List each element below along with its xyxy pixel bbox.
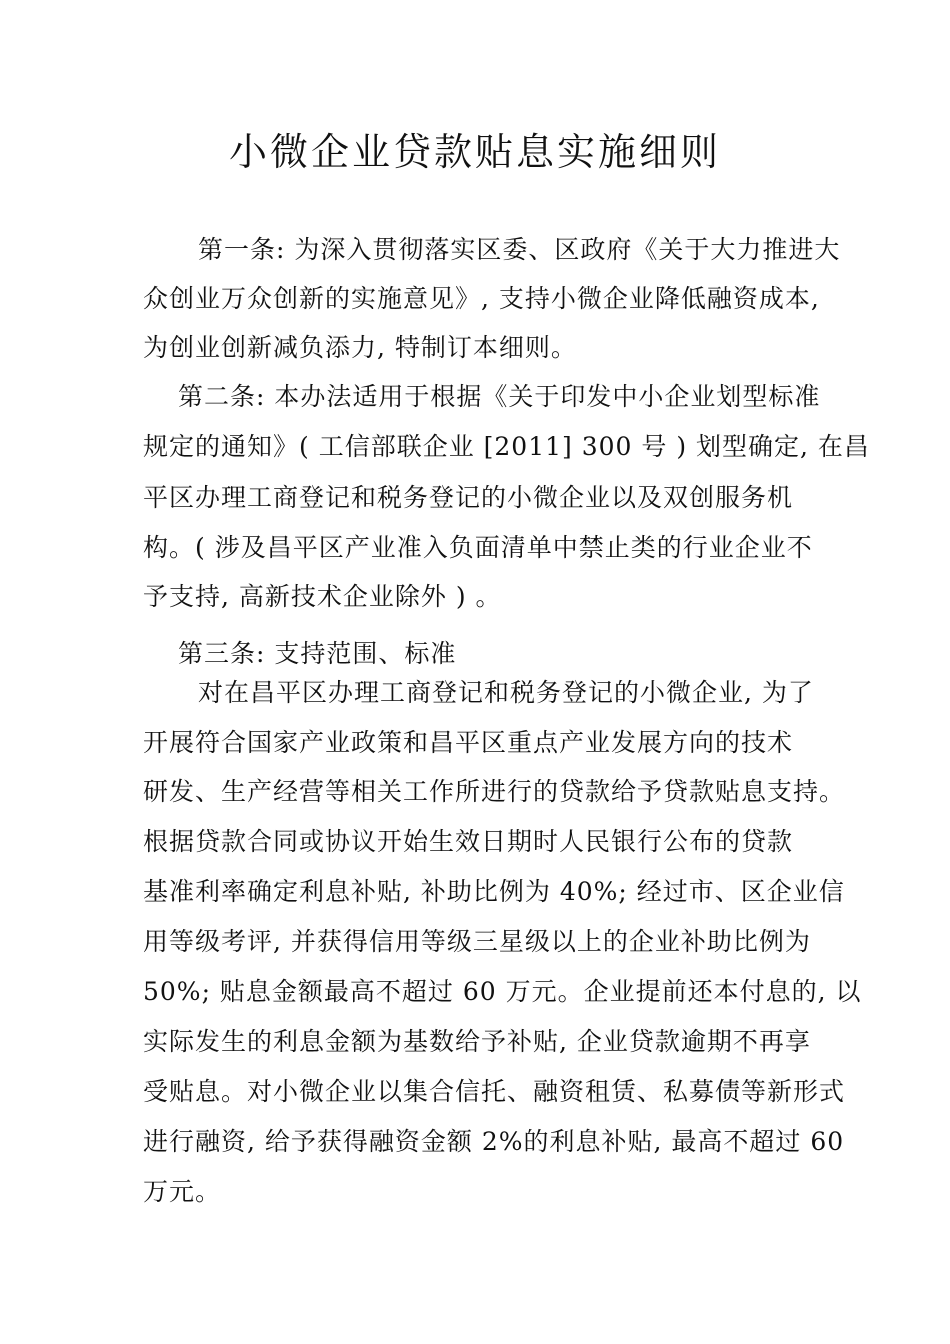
article-3-line-5: 基准利率确定利息补贴, 补助比例为 40%; 经过市、区企业信 — [143, 877, 845, 906]
article-3-heading: 第三条: 支持范围、标准 — [178, 639, 457, 668]
article-3-line-7: 50%; 贴息金额最高不超过 60 万元。企业提前还本付息的, 以 — [143, 977, 862, 1006]
article-3-line-2: 开展符合国家产业政策和昌平区重点产业发展方向的技术 — [143, 728, 794, 757]
article-3-line-8: 实际发生的利息金额为基数给予补贴, 企业贷款逾期不再享 — [143, 1027, 811, 1056]
article-1-line-2: 众创业万众创新的实施意见》, 支持小微企业降低融资成本, — [143, 284, 820, 313]
article-1-line-3: 为创业创新减负添力, 特制订本细则。 — [143, 333, 577, 362]
article-2-line-4: 构。( 涉及昌平区产业准入负面清单中禁止类的行业企业不 — [143, 533, 813, 562]
article-1-line-1: 第一条: 为深入贯彻落实区委、区政府《关于大力推进大 — [198, 235, 841, 264]
article-3-line-6: 用等级考评, 并获得信用等级三星级以上的企业补助比例为 — [143, 927, 811, 956]
article-2-line-2: 规定的通知》( 工信部联企业 [2011] 300 号 ) 划型确定, 在昌 — [143, 432, 870, 461]
article-3-line-10: 进行融资, 给予获得融资金额 2%的利息补贴, 最高不超过 60 — [143, 1127, 845, 1156]
article-3-line-9: 受贴息。对小微企业以集合信托、融资租赁、私募债等新形式 — [143, 1077, 846, 1106]
article-3-line-11: 万元。 — [143, 1177, 222, 1206]
article-2-line-3: 平区办理工商登记和税务登记的小微企业以及双创服务机 — [143, 483, 794, 512]
article-2-line-5: 予支持, 高新技术企业除外 ) 。 — [143, 582, 502, 611]
article-3-line-1: 对在昌平区办理工商登记和税务登记的小微企业, 为了 — [198, 678, 814, 707]
article-3-line-3: 研发、生产经营等相关工作所进行的贷款给予贷款贴息支持。 — [143, 777, 846, 806]
article-3-line-4: 根据贷款合同或协议开始生效日期时人民银行公布的贷款 — [143, 827, 794, 856]
document-title: 小微企业贷款贴息实施细则 — [228, 130, 721, 174]
article-2-line-1: 第二条: 本办法适用于根据《关于印发中小企业划型标准 — [178, 382, 821, 411]
